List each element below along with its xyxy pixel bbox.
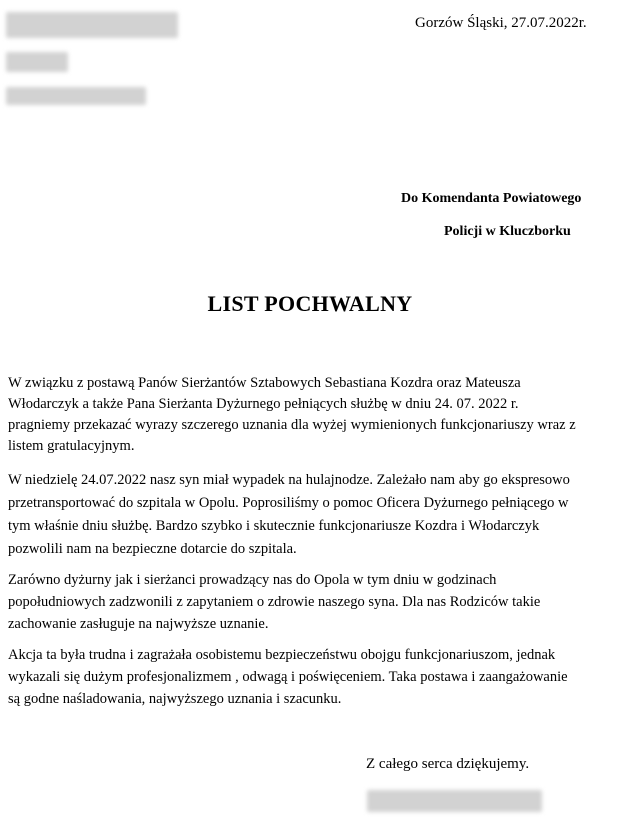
paragraph-2-line: W niedzielę 24.07.2022 nasz syn miał wypadek na hulajnodze. Zależało nam aby go ekspresowo (8, 472, 570, 488)
paragraph-4-line: Akcja ta była trudna i zagrażała osobistemu bezpieczeństwu obojgu funkcjonariuszom, jednak (8, 647, 556, 663)
recipient-line-1: Do Komendanta Powiatowego (401, 191, 582, 206)
paragraph-3-line: Zarówno dyżurny jak i sierżanci prowadzący nas do Opola w tym dniu w godzinach (8, 572, 497, 588)
paragraph-1-line: listem gratulacyjnym. (8, 438, 135, 454)
closing-line: Z całego serca dziękujemy. (366, 756, 530, 772)
letter-title: LIST POCHWALNY (207, 291, 413, 316)
paragraph-3-line: zachowanie zasługuje na najwyższe uznanie. (8, 616, 269, 632)
recipient-line-2: Policji w Kluczborku (444, 224, 571, 239)
place-and-date: Gorzów Śląski, 27.07.2022r. (415, 15, 587, 31)
paragraph-3-line: popołudniowych zadzwonili z zapytaniem o zdrowie naszego syna. Dla nas Rodziców takie (8, 594, 541, 610)
paragraph-1-line: Włodarczyk a także Pana Sierżanta Dyżurnego pełniących służbę w dniu 24. 07. 2022 r. (8, 396, 519, 412)
paragraph-1-line: pragniemy przekazać wyrazy szczerego uznania dla wyżej wymienionych funkcjonariuszy wraz z (8, 417, 576, 433)
paragraph-1-line: W związku z postawą Panów Sierżantów Sztabowych Sebastiana Kozdra oraz Mateusza (8, 375, 521, 391)
redacted-signature (367, 790, 542, 812)
paragraph-4-line: wykazali się dużym profesjonalizmem , odwagą i poświęceniem. Taka postawa i zaangażowanie (8, 669, 568, 685)
paragraph-4-line: są godne naśladowania, najwyższego uznania i szacunku. (8, 691, 342, 707)
paragraph-2-line: przetransportować do szpitala w Opolu. Poprosiliśmy o pomoc Oficera Dyżurnego pełniącego w (8, 495, 569, 511)
paragraph-2-line: pozwolili nam na bezpieczne dotarcie do szpitala. (8, 541, 297, 557)
paragraph-2-line: tym właśnie dniu służbę. Bardzo szybko i skutecznie funkcjonariusze Kozdra i Włodarczyk (8, 518, 540, 534)
redacted-sender-street (6, 52, 68, 72)
redacted-sender-name (6, 12, 178, 38)
redacted-sender-city (6, 87, 146, 105)
